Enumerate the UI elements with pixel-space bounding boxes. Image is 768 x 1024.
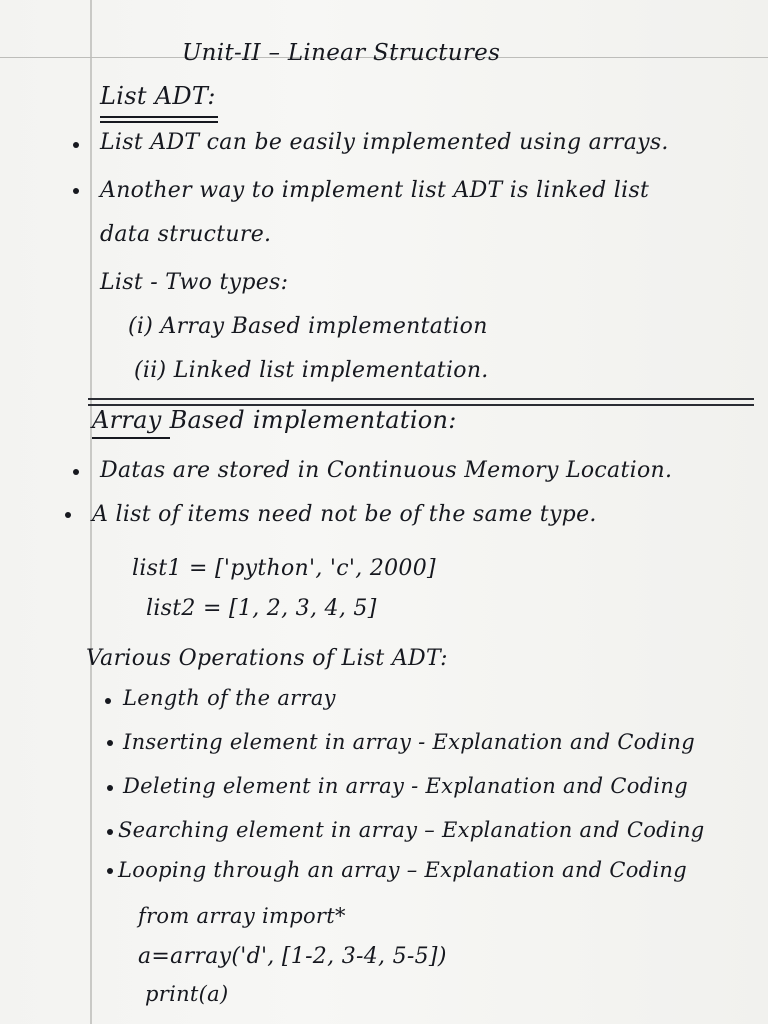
example-list2: list2 = [1, 2, 3, 4, 5]: [146, 596, 377, 621]
bullet: [73, 469, 79, 475]
bullet: [107, 868, 113, 874]
list-adt-bullet-1: List ADT can be easily implemented using arrays.: [100, 130, 669, 155]
bullet: [107, 829, 113, 835]
bullet: [107, 785, 113, 791]
heading-underline: [100, 121, 218, 123]
bullet: [73, 142, 79, 148]
list-adt-bullet-2-cont: data structure.: [100, 222, 272, 247]
example-list1: list1 = ['python', 'c', 2000]: [132, 556, 436, 581]
operation-item-3: Deleting element in array - Explanation and Coding: [123, 774, 688, 798]
list-type-2: (ii) Linked list implementation.: [134, 358, 489, 383]
bullet: [73, 188, 79, 194]
heading-underline: [100, 116, 218, 118]
list-types-heading: List - Two types:: [100, 270, 289, 295]
array-based-heading: Array Based implementation:: [92, 406, 457, 434]
operation-item-2: Inserting element in array - Explanation and Coding: [123, 730, 695, 754]
list-adt-heading: List ADT:: [100, 82, 216, 110]
array-based-bullet-1: Datas are stored in Continuous Memory Location.: [100, 458, 673, 483]
bullet: [105, 698, 111, 704]
array-based-bullet-2: A list of items need not be of the same type.: [92, 502, 597, 527]
code-line-1: from array import*: [138, 904, 346, 928]
code-line-3: print(a): [145, 982, 229, 1006]
section-divider: [88, 398, 754, 400]
operation-item-1: Length of the array: [123, 686, 336, 710]
list-type-1: (i) Array Based implementation: [128, 314, 488, 339]
operations-heading: Various Operations of List ADT:: [86, 646, 448, 671]
bullet: [107, 740, 113, 746]
list-adt-bullet-2: Another way to implement list ADT is linked list: [100, 178, 650, 203]
page-title: Unit-II – Linear Structures: [182, 40, 501, 66]
operation-item-4: Searching element in array – Explanation and Coding: [118, 818, 705, 842]
code-line-2: a=array('d', [1-2, 3-4, 5-5]): [138, 944, 447, 969]
operation-item-5: Looping through an array – Explanation and Coding: [118, 858, 687, 882]
heading-underline: [92, 437, 170, 439]
bullet: [65, 512, 71, 518]
